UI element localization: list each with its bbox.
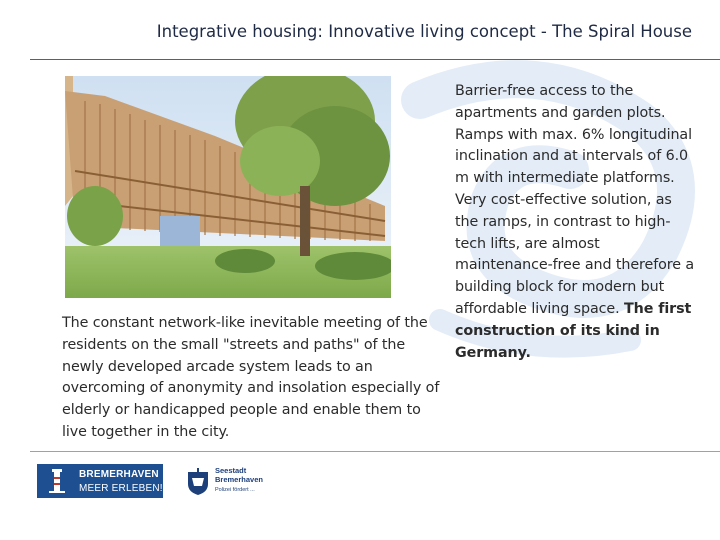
left-description: The constant network-like inevitable meeting of the residents on the small "streets and paths" of the newly developed arcade system leads to an overcoming of anonymity and insolation especially of elderly or handicapped people and enable them to live together in the city. — [62, 315, 440, 440]
right-description-bold: The first construction of its kind in Germany. — [455, 300, 692, 361]
seestadt-logo-line1: Seestadt — [215, 466, 247, 475]
seestadt-logo-line3: Polizei fördert ... — [215, 487, 255, 493]
bremerhaven-logo — [37, 464, 163, 498]
bremerhaven-logo-line1: BREMERHAVEN — [79, 469, 159, 480]
seestadt-logo-line2: Bremerhaven — [215, 475, 263, 484]
right-description-regular: Barrier-free access to the apartments and garden plots. Ramps with max. 6% longitudinal inclination and at intervals of 6.0 m with intermediate platforms. Very cost-effective solution, as the ramps, in contrast to high-tech lifts, are almost maintenance-free and therefore a building block for modern but affordable living space. — [455, 83, 695, 317]
seestadt-logo — [185, 466, 275, 498]
coat-of-arms-icon — [185, 466, 211, 496]
lighthouse-icon — [43, 467, 71, 495]
slide-title: Integrative housing: Innovative living concept - The Spiral House — [156, 22, 692, 41]
right-description — [455, 81, 695, 364]
bremerhaven-logo-line2: MEER ERLEBEN! — [79, 483, 163, 494]
spiral-house-photo — [65, 76, 391, 298]
footer-rule — [30, 451, 720, 452]
